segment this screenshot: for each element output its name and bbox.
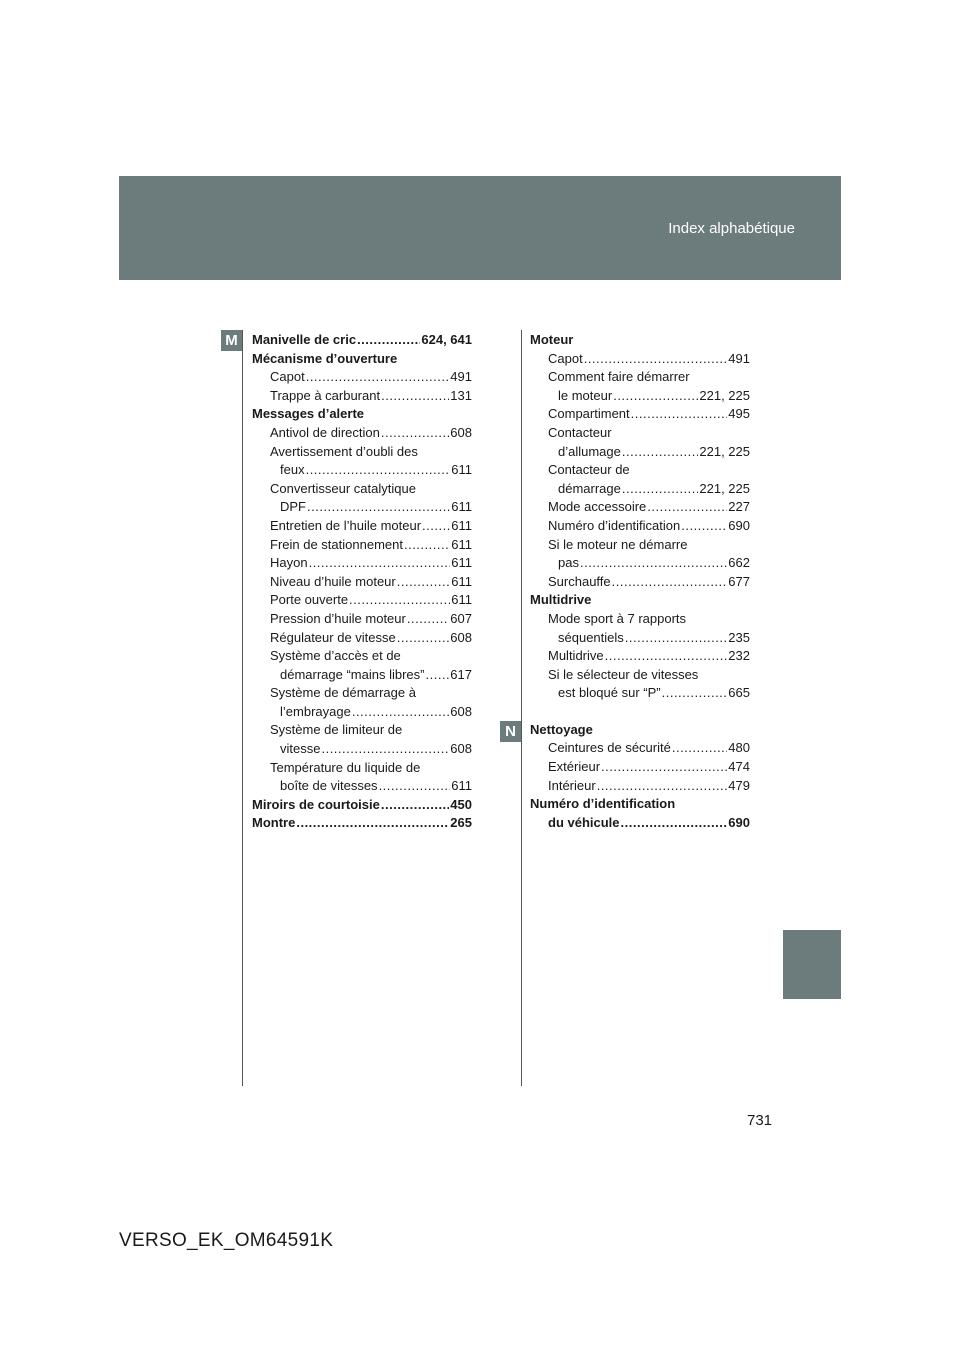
index-term: DPF [280, 499, 306, 515]
index-term: Frein de stationnement [270, 536, 403, 552]
dot-leader [397, 629, 450, 648]
index-entry [530, 647, 750, 666]
letter-marker-n: N [500, 721, 521, 742]
index-entry [252, 610, 472, 629]
index-term: Système de limiteur de [270, 722, 403, 738]
index-entry [252, 443, 472, 462]
index-term: Nettoyage [530, 721, 593, 737]
dot-leader [309, 554, 451, 573]
index-term: Moteur [530, 332, 574, 347]
page-reference: 608 [450, 424, 472, 440]
page-reference: 474 [728, 759, 750, 775]
index-entry [530, 536, 750, 555]
index-entry [252, 573, 472, 592]
page-reference: 662 [728, 555, 750, 571]
dot-leader [622, 480, 699, 499]
dot-leader [307, 498, 450, 517]
dot-leader [404, 536, 450, 555]
index-entry [530, 777, 750, 796]
index-entry [530, 795, 750, 814]
page-reference: 611 [451, 573, 472, 589]
index-entry [252, 405, 472, 424]
index-entry [252, 796, 472, 815]
page-reference: 227 [728, 499, 750, 515]
letter-marker-m: M [221, 330, 242, 351]
index-entry [252, 740, 472, 759]
index-term: démarrage “mains libres” [280, 666, 425, 682]
index-term: Système de démarrage à [270, 685, 416, 701]
index-term: Mécanisme d’ouverture [252, 350, 398, 366]
index-term: Numéro d’identification [530, 796, 676, 812]
page-reference: 611 [451, 592, 472, 608]
index-entry [252, 517, 472, 536]
dot-leader [625, 629, 728, 648]
index-entry [252, 666, 472, 685]
page-reference: 235 [728, 629, 750, 645]
index-term: du véhicule [548, 814, 620, 830]
index-column-right [530, 331, 750, 832]
index-entry [530, 461, 750, 480]
index-term: Messages d’alerte [252, 406, 365, 422]
index-term: Convertisseur catalytique [270, 480, 416, 496]
index-term: Entretien de l’huile moteur [270, 517, 422, 533]
page-number: 731 [747, 1112, 773, 1129]
index-entry [252, 591, 472, 610]
index-entry [530, 368, 750, 387]
index-entry [530, 387, 750, 406]
index-entry [252, 629, 472, 648]
index-entry [530, 591, 750, 610]
page-reference: 677 [728, 573, 750, 589]
header-band [119, 176, 841, 280]
page-reference: 480 [728, 740, 750, 756]
index-term: Si le moteur ne démarre [548, 536, 688, 552]
index-term: d’allumage [558, 443, 621, 459]
index-entry [530, 350, 750, 369]
dot-leader [306, 461, 451, 480]
page-reference: 608 [450, 703, 472, 719]
index-term: Mode accessoire [548, 499, 647, 515]
page-reference: 221, 225 [699, 387, 750, 403]
index-term: Hayon [270, 555, 308, 571]
dot-leader [381, 796, 449, 815]
page-reference: 221, 225 [699, 480, 750, 496]
index-entry [252, 424, 472, 443]
section-gap [530, 703, 750, 721]
page-reference: 611 [451, 536, 472, 552]
index-entry [530, 573, 750, 592]
index-entry [252, 461, 472, 480]
page-reference: 131 [450, 387, 472, 403]
page-reference: 611 [451, 499, 472, 515]
index-term: Avertissement d’oubli des [270, 443, 418, 459]
dot-leader [605, 647, 728, 666]
index-entry [252, 554, 472, 573]
index-entry [252, 480, 472, 499]
page-reference: 608 [450, 629, 472, 645]
index-term: Montre [252, 815, 296, 831]
index-term: Régulateur de vitesse [270, 629, 396, 645]
index-entry [252, 703, 472, 722]
page-reference: 690 [728, 814, 750, 830]
index-term: séquentiels [558, 629, 624, 645]
index-term: Pression d’huile moteur [270, 610, 406, 626]
page-reference: 450 [450, 796, 472, 812]
index-term: Porte ouverte [270, 592, 349, 608]
index-entry [530, 721, 750, 740]
page-reference: 495 [728, 406, 750, 422]
index-entry [530, 739, 750, 758]
index-term: Antivol de direction [270, 424, 380, 440]
page-reference: 611 [451, 517, 472, 533]
dot-leader [681, 517, 727, 536]
page-reference: 665 [728, 685, 750, 701]
index-term: le moteur [558, 387, 613, 403]
index-entry [252, 777, 472, 796]
index-entry [252, 647, 472, 666]
section-title: Index alphabétique [668, 220, 795, 237]
index-term: Mode sport à 7 rapports [548, 610, 687, 626]
index-term: feux [280, 462, 305, 478]
index-term: Niveau d’huile moteur [270, 573, 396, 589]
index-term: boîte de vitesses [280, 778, 378, 794]
dot-leader [584, 350, 728, 369]
index-term: Surchauffe [548, 573, 611, 589]
dot-leader [357, 331, 420, 350]
index-term: Comment faire démarrer [548, 369, 690, 385]
index-term: vitesse [280, 741, 321, 757]
index-entry [252, 721, 472, 740]
dot-leader [381, 424, 449, 443]
index-entry [530, 331, 750, 350]
index-term: Température du liquide de [270, 759, 421, 775]
index-entry [252, 684, 472, 703]
index-term: Contacteur de [548, 462, 630, 478]
dot-leader [601, 758, 727, 777]
page-reference: 611 [451, 555, 472, 571]
dot-leader [397, 573, 451, 592]
index-entry [530, 610, 750, 629]
dot-leader [621, 814, 728, 833]
index-term: pas [558, 555, 579, 571]
dot-leader [672, 739, 727, 758]
index-column-left [252, 331, 472, 833]
dot-leader [352, 703, 449, 722]
dot-leader [422, 517, 450, 536]
dot-leader [612, 573, 728, 592]
page-reference: 624, 641 [421, 332, 472, 347]
index-term: Miroirs de courtoisie [252, 796, 380, 812]
dot-leader [379, 777, 451, 796]
column-divider-middle [521, 330, 522, 1086]
index-term: Manivelle de cric [252, 332, 357, 347]
page-reference: 491 [450, 369, 472, 385]
side-tab [783, 930, 841, 999]
page-reference: 607 [450, 610, 472, 626]
page-reference: 690 [728, 517, 750, 533]
dot-leader [321, 740, 449, 759]
dot-leader [647, 498, 727, 517]
index-entry [252, 498, 472, 517]
index-entry [252, 387, 472, 406]
dot-leader [296, 814, 449, 833]
index-term: Numéro d’identification [548, 517, 681, 533]
page-reference: 608 [450, 741, 472, 757]
index-term: Multidrive [530, 592, 592, 608]
page-reference: 491 [728, 350, 750, 366]
dot-leader [597, 777, 728, 796]
index-entry [530, 758, 750, 777]
index-term: Contacteur [548, 424, 612, 440]
dot-leader [426, 666, 450, 685]
index-term: Extérieur [548, 759, 601, 775]
dot-leader [349, 591, 450, 610]
dot-leader [306, 368, 450, 387]
page-reference: 221, 225 [699, 443, 750, 459]
dot-leader [407, 610, 449, 629]
index-term: Système d’accès et de [270, 648, 401, 664]
page-reference: 611 [451, 462, 472, 478]
index-term: est bloqué sur “P” [558, 685, 661, 701]
index-entry [530, 424, 750, 443]
index-entry [530, 666, 750, 685]
dot-leader [662, 684, 728, 703]
page-reference: 265 [450, 815, 472, 831]
page-reference: 232 [728, 648, 750, 664]
index-term: Compartiment [548, 406, 630, 422]
index-entry [252, 368, 472, 387]
index-entry [252, 759, 472, 778]
index-entry [252, 814, 472, 833]
index-entry [530, 480, 750, 499]
page-reference: 617 [450, 666, 472, 682]
index-term: Si le sélecteur de vitesses [548, 666, 699, 682]
index-entry [530, 629, 750, 648]
column-divider-left [242, 330, 243, 1086]
index-term: démarrage [558, 480, 621, 496]
dot-leader [580, 554, 727, 573]
page-reference: 479 [728, 777, 750, 793]
index-entry [252, 350, 472, 369]
index-entry [530, 517, 750, 536]
index-entry [252, 536, 472, 555]
index-term: Capot [548, 350, 583, 366]
index-term: Ceintures de sécurité [548, 740, 671, 756]
index-entry [530, 814, 750, 833]
document-code: VERSO_EK_OM64591K [119, 1230, 334, 1251]
page-reference: 611 [451, 778, 472, 794]
index-term: Multidrive [548, 648, 604, 664]
index-term: Capot [270, 369, 305, 385]
index-term: Trappe à carburant [270, 387, 381, 403]
dot-leader [381, 387, 449, 406]
dot-leader [631, 405, 728, 424]
dot-leader [622, 443, 699, 462]
index-entry [252, 331, 472, 350]
index-entry [530, 554, 750, 573]
dot-leader [613, 387, 698, 406]
index-entry [530, 405, 750, 424]
index-entry [530, 684, 750, 703]
index-term: l’embrayage [280, 703, 351, 719]
index-entry [530, 498, 750, 517]
index-term: Intérieur [548, 777, 596, 793]
index-entry [530, 443, 750, 462]
